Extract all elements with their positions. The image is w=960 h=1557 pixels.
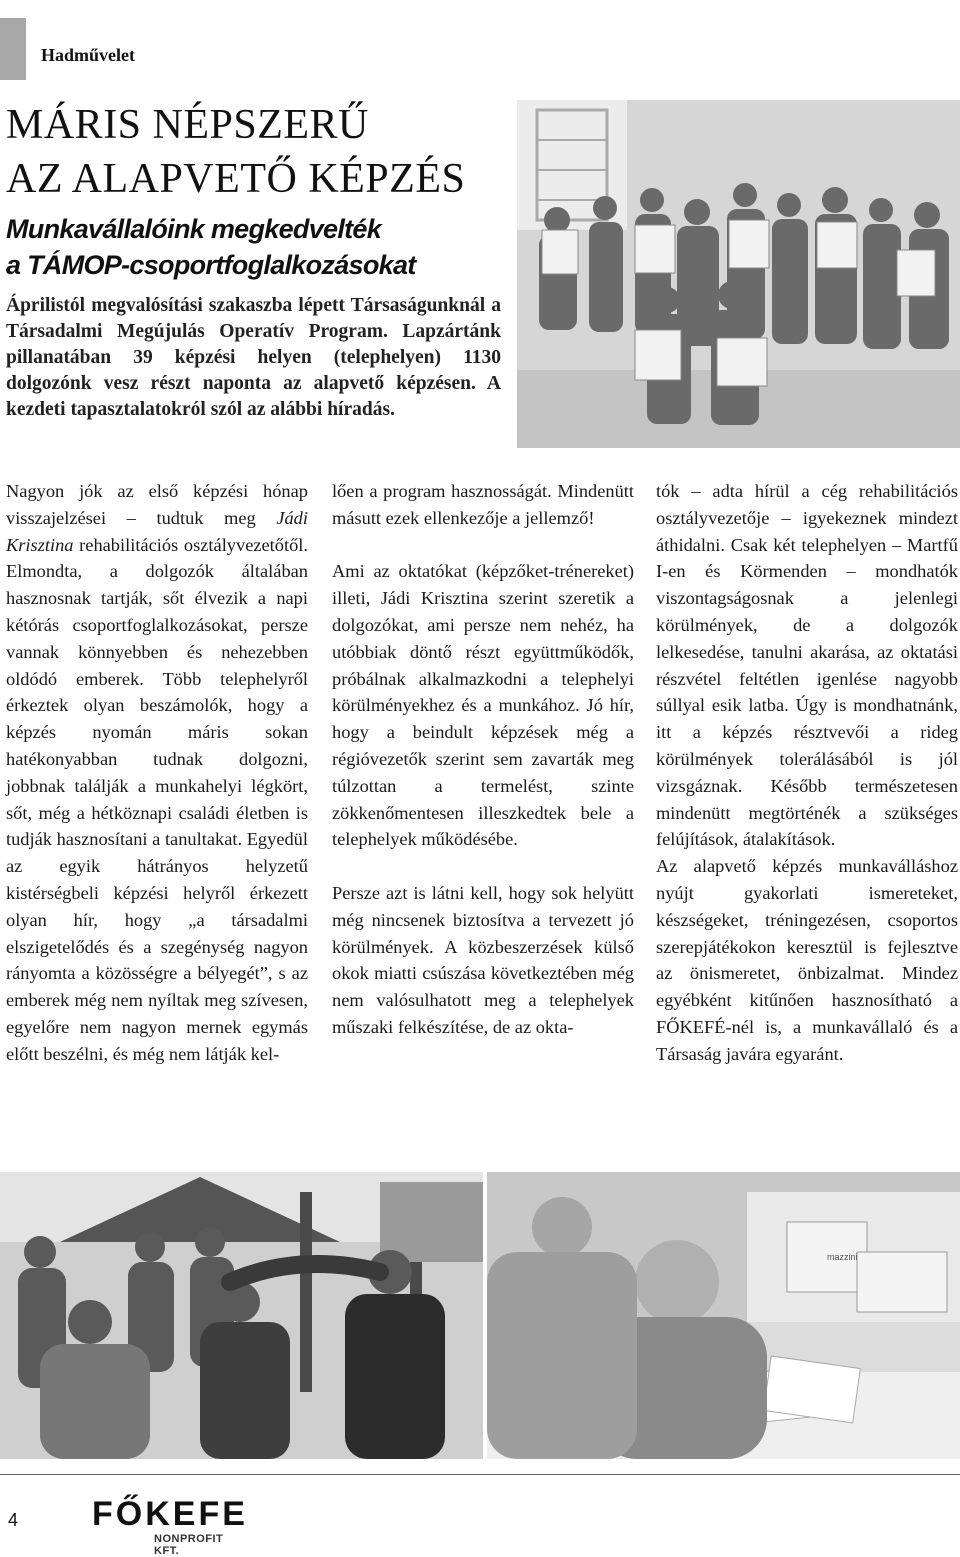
- article-subtitle: [6, 211, 506, 283]
- article-column-1: [6, 478, 308, 1068]
- page-number: 4: [8, 1510, 19, 1530]
- section-label: Hadművelet: [41, 45, 135, 65]
- article-paragraph: Ami az oktatókat (képzőket-trénereket) illeti, Jádi Krisztina szerint szeretik a dolgozókat, ami persze nem nehéz, ha utóbbiak döntő részt együttműködők, próbálnak alkalmazkodni a telephelyi körülményekhez és a munkához. Jó hír, hogy a beindult képzések még a régióvezetők szerint sem zavarták meg túlzottan a termelést, szinte zökkenőmentesen illeszkedtek bele a telephelyek működésébe.: [332, 561, 634, 850]
- article-column-2: [332, 478, 634, 1041]
- classroom-photo: [487, 1172, 960, 1459]
- footer-divider: [0, 1474, 960, 1475]
- fokefe-logo: [92, 1495, 252, 1557]
- article-paragraph: tók – adta hírül a cég rehabilitációs osztályvezetője – igyekeznek mindezt áthidalni. Csak két telephelyen – Martfű I-en és Körmenden – mondhatók viszontagságosnak a jelenlegi körülmények, de a dolgozók lelkesedése, tanulni akarása, az oktatási részvétel feltétlen igenlése nagyobb súllyal esik latba. Úgy is mondhatnánk, itt a képzés résztvevői a rideg körülmények tolerálásából is jól vizsgáznak. Később természetesen mindenütt megtörténék a szükséges felújítások, átalakítások.: [656, 481, 958, 850]
- group-photo: [517, 100, 960, 448]
- article-subtitle-line-1: Munkavállalóink megkedvelték: [6, 214, 382, 244]
- article-paragraph: lően a program hasznosságát. Mindenütt másutt ezek ellenkezője a jellemző!: [332, 481, 634, 528]
- article-paragraph: Az alapvető képzés munkaválláshoz nyújt gyakorlati ismereteket, készségeket, tréningezésen, csoportos szerepjátékokon keresztül is fejlesztve az önismeretet, önbizalmat. Mindez egyébként kitűnően hasznosítható a FŐKEFÉ-nél is, a munkavállaló és a Társaság javára egyaránt.: [656, 856, 958, 1064]
- paragraph-text: rehabilitációs osztályvezetőtől. Elmondta, a dolgozók általában hasznosnak tartják, sőt élvezik a napi kétórás csoportfoglalkozásokat, persze vannak könnyebben és nehezebben oldódó emberek. Több telephelyről érkeztek olyan beszámolók, hogy a képzés nyomán máris sokan hatékonyabban tudnak dolgozni, jobbnak találják a munkahelyi légkört, sőt, még a hétköznapi családi életben is tudják hasznosítani a tanultakat. Egyedül az egyik hátrányos helyzetű kistérségbeli képzési helyről érkezett olyan hír, hogy „a társadalmi elszigetelődés és a szegénység nagyon rányomta a közösségre a bélyegét”, s az emberek még nem nyíltak meg szívesen, egyelőre nem nagyon mernek egymás előtt beszélni, és még nem látják kel-: [6, 534, 308, 1064]
- article-paragraph: Persze azt is látni kell, hogy sok helyütt még nincsenek biztosítva a tervezett jó körülmények. A közbeszerzések külső okok miatti csúszása következtében még nem valósulhatott meg a telephelyek műszaki felkészítése, de az okta-: [332, 882, 634, 1037]
- article-column-3: [656, 478, 958, 1068]
- article-title-line-1: MÁRIS NÉPSZERŰ: [6, 102, 369, 148]
- logo-subtitle: NONPROFIT KFT.: [154, 1533, 224, 1557]
- outdoor-exercise-photo: [0, 1172, 483, 1459]
- article-title-line-2: AZ ALAPVETŐ KÉPZÉS: [6, 156, 466, 202]
- article-title: [6, 98, 506, 206]
- article-paragraph: [6, 478, 308, 1068]
- paragraph-text: Nagyon jók az első képzési hónap visszajelzései – tudtuk meg: [6, 481, 308, 528]
- article-subtitle-line-2: a TÁMOP-csoportfoglalkozásokat: [6, 250, 416, 280]
- logo-name: FŐKEFE: [92, 1495, 248, 1533]
- article-lead: Áprilistól megvalósítási szakaszba lépett Társaságunknál a Társadalmi Megújulás Operatív Program. Lapzártánk pillanatában 39 képzési helyen (telephelyen) 1130 dolgozónk vesz részt naponta az alapvető képzésen. A kezdeti tapasztalatokról szól az alábbi híradás.: [6, 295, 501, 420]
- person-name: Jádi Krisztina: [6, 507, 308, 555]
- section-marker-bar: [0, 18, 26, 80]
- box-label: mazzini: [827, 1252, 858, 1262]
